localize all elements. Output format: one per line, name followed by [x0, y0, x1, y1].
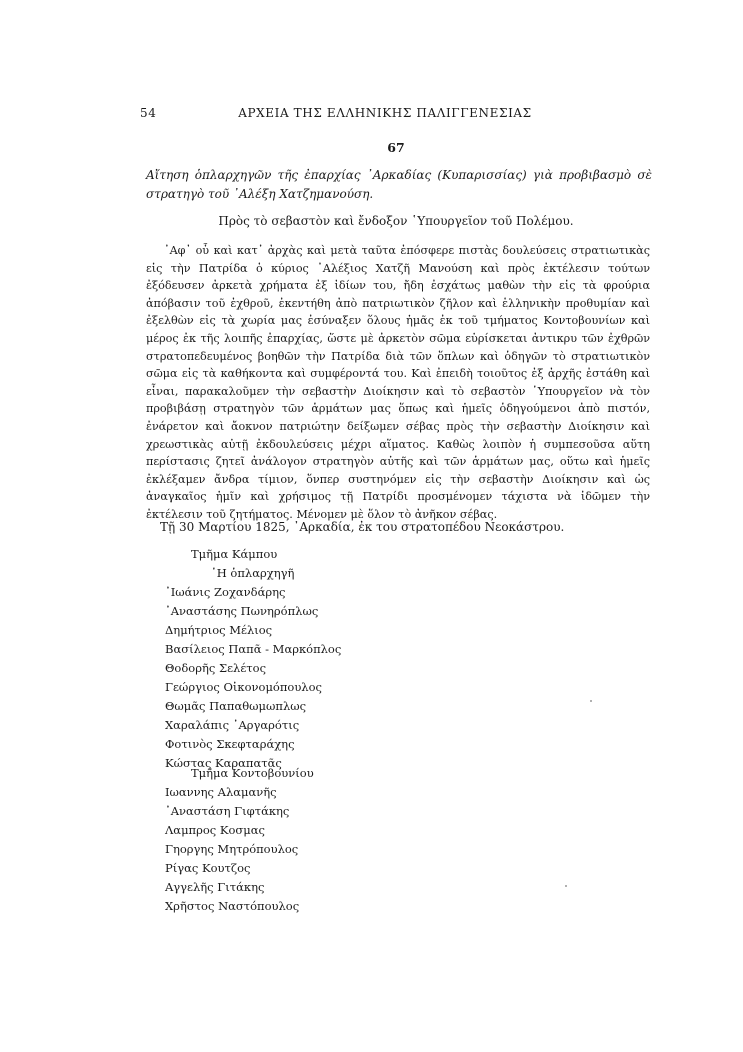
signature-name: ᾿Ιωάνις Ζοχανδάρης	[165, 585, 286, 599]
scan-speck	[565, 885, 567, 887]
section-subheading: ῾Η ὁπλαρχηγῆ	[211, 566, 295, 580]
signature-name: Ιωαννης Αλαμανῆς	[165, 785, 277, 799]
running-title: ΑΡΧΕΙΑ ΤΗΣ ΕΛΛΗΝΙΚΗΣ ΠΑΛΙΓΓΕΝΕΣΙΑΣ	[238, 106, 532, 120]
signature-name: Βασίλειος Παπᾶ - Μαρκόπλος	[165, 642, 342, 656]
document-body: ᾿Αφ᾿ οὗ καὶ κατ᾿ ἀρχὰς καὶ μετὰ ταῦτα ἐπόσφερε πιστὰς δουλεύσεις στρατιωτικὰς εἰς τὴν Πατρίδα ὁ κύριος ᾿Αλέξιος Χατζῆ Μανούση καὶ πρὸς ἐκτέλεσιν τούτων ἐξόδευσεν ἀρκετὰ χρήματα ἐξ ἰδίων του, ἤδη ἐσχάτως μαθὼν τὴν εἰς τὰ φρούρια ἀπόβασιν τοῦ ἐχθροῦ, ἐκεντήθη ἀπὸ πατριωτικὸν ζῆλον καὶ ἑλληνικὴν προθυμίαν καὶ ἐξελθὼν εἰς τὰ χωρία μας ἐσύναξεν ὅλους ἡμᾶς ἐκ τοῦ τμήματος Κοντοβουνίων καὶ μέρος ἐκ τῆς λοιπῆς ἐπαρχίας, ὥστε μὲ ἀρκετὸν σῶμα εὑρίσκεται ἀντικρυ τῶν ἐχθρῶν στρατοπεδευμένος βοηθῶν τὴν Πατρίδα διὰ τῶν ὅπλων καὶ ὁδηγῶν τὸ στρατιωτικὸν σῶμα εἰς τὰ καθήκοντα καὶ συμφέροντά του. Καὶ ἐπειδὴ τοιοῦτος ἐξ ἀρχῆς ἐστάθη καὶ εἶναι, παρακαλοῦμεν τὴν σεβαστὴν Διοίκησιν καὶ τὸ σεβαστὸν ῾Υπουργεῖον νὰ τὸν προβιβάσῃ στρατηγὸν τῶν ἁρμάτων μας ὅπως καὶ ἡμεῖς ὁδηγούμενοι ἀπὸ πιστόν, ἐνάρετον καὶ ἄοκνον πατριώτην δείξωμεν σέβας πρὸς τὴν σεβαστὴν Διοίκησιν καὶ χρεωστικὰς αὐτῇ ἐκδουλεύσεις μέχρι αἵματος. Καθὼς λοιπὸν ἡ συμπεσοῦσα αὕτη περίστασις ζητεῖ ἀνάλογον στρατηγὸν αὐτῆς καὶ τῶν ἁρμάτων μας, οὕτω καὶ ἡμεῖς ἐκλέξαμεν ἄνδρα τίμιον, ὅνπερ συστηνόμεν εἰς τὴν σεβαστὴν Διοίκησιν καὶ ὡς ἀναγκαῖος ἡμῖν καὶ χρήσιμος τῇ Πατρίδι προσμένομεν τάχιστα νὰ ἰδῶμεν τὴν ἐκτέλεσιν τοῦ ζητήματος. Μένομεν μὲ ὅλον τὸ ἀνῆκον σέβας.	[146, 244, 650, 521]
signature-name: ᾿Αναστάσης Πωνηρόπλως	[165, 604, 319, 618]
signature-name: Αγγελῆς Γιτάκης	[165, 880, 265, 894]
signature-name: Δημήτριος Μέλιος	[165, 623, 273, 637]
document-heading: Αἴτηση ὁπλαρχηγῶν τῆς ἐπαρχίας ᾿Αρκαδίας (Κυπαρισσίας) γιὰ προβιβασμὸ σὲ στρατηγὸ τοῦ ᾿Αλέξη Χατζημανούση.	[146, 168, 652, 201]
page-number: 54	[140, 106, 157, 120]
signature-name: Θωμᾶς Παπαθωμωπλως	[165, 699, 307, 713]
signature-name: ᾿Αναστάση Γιφτάκης	[165, 804, 290, 818]
signature-name: Γεώργιος Οἰκονομόπουλος	[165, 680, 322, 694]
signature-name: Θοδορῆς Σελέτος	[165, 661, 267, 675]
document-address: Πρὸς τὸ σεβαστὸν καὶ ἔνδοξον ῾Υπουργεῖον τοῦ Πολέμου.	[218, 214, 574, 228]
scan-speck	[590, 700, 592, 702]
signature-name: Χαραλάπις ᾿Αργαρότις	[165, 718, 300, 732]
running-head	[140, 106, 600, 124]
signature-name: Ρίγας Κουτζος	[165, 861, 251, 875]
signature-block-kontovouniou	[165, 764, 314, 916]
section-heading: Τμῆμα Κοντοβουνίου	[191, 766, 314, 780]
signature-name: Κώστας Καραπατᾶς	[165, 756, 282, 770]
signature-name: Λαμπρος Κοσμας	[165, 823, 265, 837]
section-heading: Τμῆμα Κάμπου	[191, 547, 278, 561]
document-number: 67	[387, 140, 405, 155]
date-line: Τῇ 30 Μαρτίου 1825, ᾿Αρκαδία, ἐκ του στρατοπέδου Νεοκάστρου.	[160, 520, 565, 534]
signature-block-kampou	[165, 545, 341, 773]
signature-name: Φοτινὸς Σκεφταράχης	[165, 737, 295, 751]
signature-name: Γηοργης Μητρόπουλος	[165, 842, 299, 856]
signature-list	[165, 783, 314, 916]
signature-name: Χρῆστος Ναστόπουλος	[165, 899, 300, 913]
signature-list	[165, 583, 341, 773]
